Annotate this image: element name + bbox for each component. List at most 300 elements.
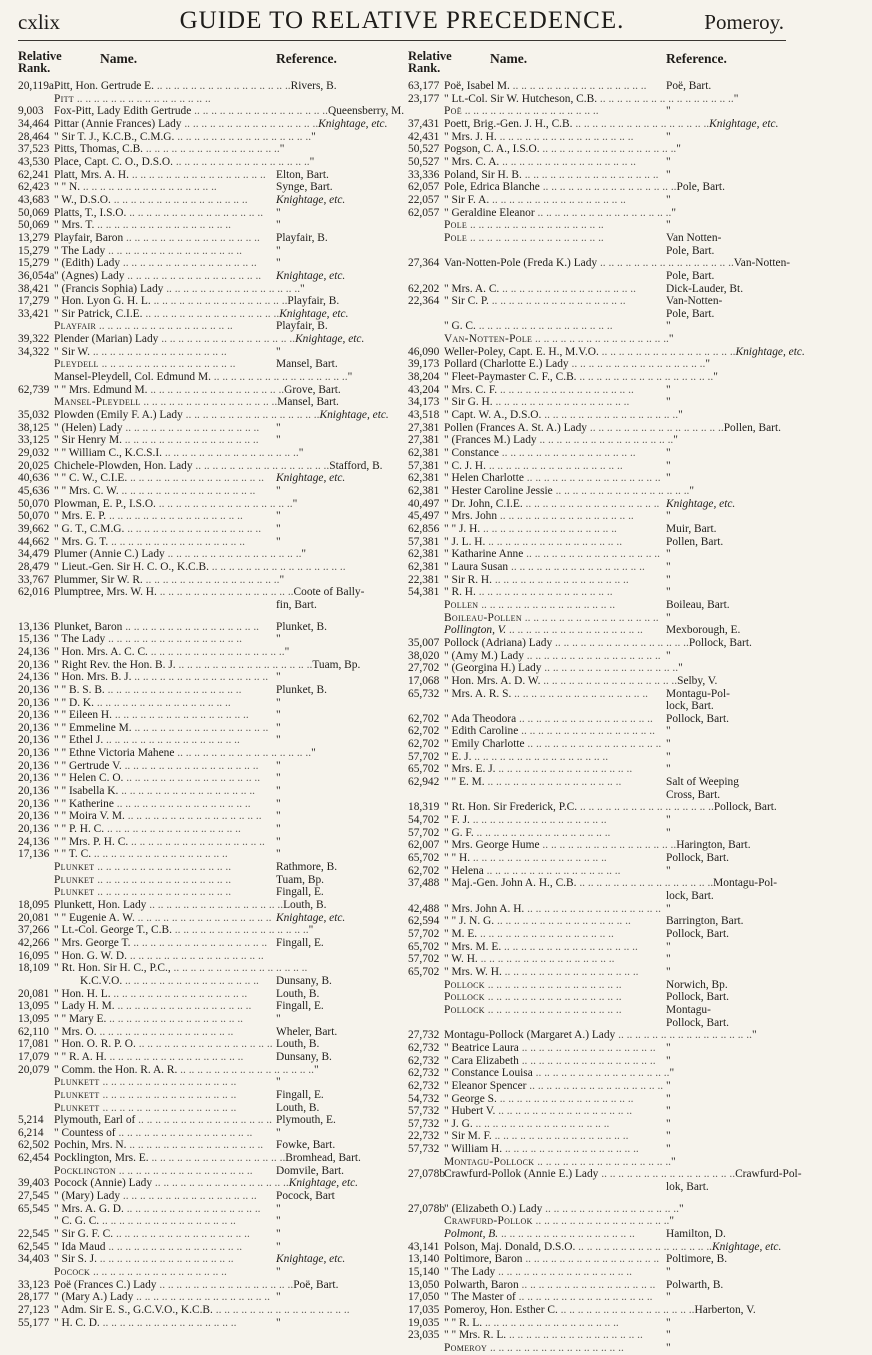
relative-rank: 50,069 — [18, 219, 50, 232]
entry-name — [444, 93, 734, 106]
column-header — [18, 50, 396, 78]
entry-row — [18, 697, 396, 710]
entry-name-text: " Helena — [444, 864, 484, 877]
relative-rank: 15,279 — [18, 244, 50, 257]
entry-reference: " — [666, 1316, 671, 1329]
entry-row — [18, 460, 396, 473]
entry-name — [444, 1029, 752, 1042]
entry-name — [54, 697, 276, 710]
leader-dots: .. .. .. .. .. .. .. .. .. .. .. .. .. .. .. .. — [485, 535, 623, 548]
entry-reference: " — [666, 219, 671, 232]
relative-rank: 20,119a — [18, 80, 54, 92]
entry-reference: " — [666, 940, 671, 953]
relative-rank: 23,035 — [408, 1329, 440, 1342]
relative-rank: 15,140 — [408, 1266, 440, 1279]
entry-name-text: " M. E. — [444, 927, 478, 940]
entry-reference: " — [347, 371, 353, 384]
entry-name — [444, 953, 666, 966]
relative-rank: 20,136 — [18, 823, 50, 836]
leader-dots: .. .. .. .. .. .. .. .. .. .. .. .. .. .. .. .. — [127, 472, 264, 485]
entry-reference: " — [666, 1329, 671, 1342]
entry-name — [54, 1064, 314, 1077]
leader-dots: .. .. .. .. .. .. .. .. .. .. .. .. .. .. .. .. — [98, 358, 236, 371]
entry-name-text: " Mrs. A. C. — [444, 282, 500, 295]
entry-name-text: " " Mrs. P. H. C. — [54, 835, 129, 848]
entry-name — [54, 1038, 276, 1051]
leader-dots: .. .. .. .. .. .. .. .. .. .. .. .. .. .. .. .. — [94, 861, 232, 874]
entry-name-text: Chichele-Plowden, Hon. Lady — [54, 459, 193, 472]
leader-dots: .. .. .. .. .. .. .. .. .. .. .. .. .. .. .. .. — [467, 219, 604, 232]
entry-name-text: Polson, Maj. Donald, D.S.O. — [444, 1240, 576, 1253]
entry-name — [54, 810, 276, 823]
entry-row — [408, 1004, 786, 1017]
relative-rank: 27,364 — [408, 257, 440, 270]
relative-rank: 13,140 — [408, 1253, 440, 1266]
entry-row — [18, 1279, 396, 1292]
entry-name — [444, 1105, 666, 1118]
entry-name-text: " (Mary) Lady — [54, 1190, 121, 1203]
entry-row — [18, 912, 396, 925]
leader-dots: .. .. .. .. .. .. .. .. .. .. .. .. .. .. .. .. — [518, 1054, 656, 1067]
relative-rank: 57,702 — [408, 927, 440, 940]
entry-name-text: Pleydell — [54, 358, 99, 371]
leader-dots: .. .. .. .. .. .. .. .. .. .. .. .. .. .. .. .. — [135, 1038, 273, 1051]
entry-name-text: Plumer (Annie C.) Lady — [54, 548, 165, 561]
entry-name — [54, 772, 276, 785]
relative-rank: 34,173 — [408, 396, 440, 409]
relative-rank: 34,464 — [18, 117, 50, 130]
entry-reference: " — [276, 1291, 281, 1304]
entry-row — [408, 1215, 786, 1228]
entry-name — [54, 536, 276, 549]
entry-reference: " — [666, 750, 671, 763]
entry-row — [408, 915, 786, 928]
entry-reference: Louth, B. — [276, 1101, 320, 1114]
entry-row — [18, 760, 396, 773]
entry-row — [18, 836, 396, 849]
leader-dots: .. .. .. .. .. .. .. .. .. .. .. .. .. .. .. .. — [506, 624, 643, 637]
leader-dots: .. .. .. .. .. .. .. .. .. .. .. .. .. .. .. .. — [147, 645, 285, 658]
entry-row — [408, 1156, 786, 1169]
leader-dots: .. .. .. .. .. .. .. .. .. .. .. .. .. .. .. .. — [181, 117, 319, 130]
entry-name — [444, 257, 734, 270]
relative-rank: 33,336 — [408, 168, 440, 181]
entry-row — [18, 1228, 396, 1241]
entry-name — [444, 536, 666, 549]
entry-row — [18, 1241, 396, 1254]
relative-rank: 33,125 — [18, 434, 50, 447]
entry-name-text: " " J. N. G. — [444, 915, 495, 928]
relative-rank: 65,732 — [408, 687, 440, 700]
entry-name — [54, 836, 276, 849]
entry-row — [18, 1051, 396, 1064]
entry-name-text: Plunkett, Hon. Lady — [54, 899, 147, 911]
relative-rank: 62,381 — [408, 485, 440, 497]
leader-dots: .. .. .. .. .. .. .. .. .. .. .. .. .. .. .. .. — [541, 409, 679, 422]
entry-reference: Knightage, etc. — [735, 345, 805, 358]
leader-dots: .. .. .. .. .. .. .. .. .. .. .. .. .. .. .. .. — [162, 447, 299, 460]
entry-name-text: Platts, T., I.S.O. — [54, 206, 127, 219]
relative-rank: 24,136 — [18, 671, 50, 684]
entry-row — [408, 143, 786, 156]
entry-name — [54, 785, 276, 798]
entry-row — [18, 1089, 396, 1102]
entry-name — [54, 574, 279, 587]
entry-row — [18, 722, 396, 735]
leader-dots: .. .. .. .. .. .. .. .. .. .. .. .. .. .. .. .. — [577, 801, 714, 814]
entry-name-text: " Cara Elizabeth — [444, 1054, 519, 1067]
relative-rank: 16,095 — [18, 949, 50, 962]
entry-reference: " — [689, 485, 695, 497]
leader-dots: .. .. .. .. .. .. .. .. .. .. .. .. .. .. .. .. — [212, 1304, 350, 1316]
entry-reference: " — [276, 823, 281, 836]
entry-name-text: Pollard (Charlotte E.) Lady — [444, 358, 569, 371]
leader-dots: .. .. .. .. .. .. .. .. .. .. .. .. .. .. .. .. — [492, 573, 629, 586]
leader-dots: .. .. .. .. .. .. .. .. .. .. .. .. .. .. .. .. — [122, 620, 260, 633]
entry-row — [408, 738, 786, 751]
leader-dots: .. .. .. .. .. .. .. .. .. .. .. .. .. .. .. .. — [542, 1202, 679, 1215]
leader-dots: .. .. .. .. .. .. .. .. .. .. .. .. .. .. .. .. — [499, 282, 636, 295]
entry-reference: Domvile, Bart. — [276, 1164, 345, 1177]
entry-row — [408, 257, 791, 270]
leader-dots: .. .. .. .. .. .. .. .. .. .. .. .. .. .. .. .. — [96, 1253, 234, 1266]
entry-reference: " — [276, 1266, 281, 1279]
leader-dots: .. .. .. .. .. .. .. .. .. .. .. .. .. .. .. .. — [539, 181, 677, 194]
entry-row — [408, 890, 786, 903]
entry-row — [408, 169, 786, 182]
entry-row — [408, 979, 786, 992]
leader-dots: .. .. .. .. .. .. .. .. .. .. .. .. .. .. .. .. — [121, 434, 259, 447]
entry-row — [18, 131, 396, 144]
relative-rank: 13,136 — [18, 620, 50, 633]
entry-row — [18, 498, 396, 511]
entry-name-text: " " E. M. — [444, 776, 485, 789]
entry-name-text: " Hon. Mrs. A. C. C. — [54, 645, 148, 658]
entry-name — [444, 599, 666, 612]
entry-reference: " — [276, 721, 281, 734]
relative-rank: 57,702 — [408, 750, 440, 763]
entry-row — [18, 1253, 396, 1266]
leader-dots: .. .. .. .. .. .. .. .. .. .. .. .. .. .. .. .. — [541, 662, 679, 675]
entry-name-text: Pitts, Thomas, C.B. — [54, 143, 144, 156]
relative-rank: 39,322 — [18, 333, 50, 346]
entry-name-text: " Sir G. H. — [444, 396, 493, 409]
entry-name-text: Plunket — [54, 886, 95, 899]
entry-name — [54, 143, 280, 156]
relative-rank: 17,081 — [18, 1038, 50, 1051]
entry-reference: " — [666, 560, 671, 573]
entry-name-text: Plunket — [54, 873, 95, 886]
entry-reference: " — [276, 257, 281, 270]
leader-dots: .. .. .. .. .. .. .. .. .. .. .. .. .. .. .. .. — [532, 1215, 670, 1228]
entry-row — [408, 320, 786, 333]
leader-dots: .. .. .. .. .. .. .. .. .. .. .. .. .. .. .. .. — [495, 1266, 632, 1279]
entry-name — [54, 1114, 276, 1127]
entry-name-text: " Sir M. F. — [444, 1130, 492, 1143]
leader-dots: .. .. .. .. .. .. .. .. .. .. .. .. .. .. .. .. — [552, 636, 689, 649]
entry-name-text: " Sir C. P. — [444, 295, 489, 308]
leader-dots: .. .. .. .. .. .. .. .. .. .. .. .. .. .. .. .. — [484, 776, 622, 789]
entry-row — [408, 650, 786, 663]
entry-name — [444, 725, 666, 738]
entry-name-text: " Sir G. F. C. — [54, 1228, 114, 1241]
entry-row — [408, 345, 805, 359]
entry-name-text: " Mrs. T. — [54, 219, 95, 232]
entry-row — [18, 621, 396, 634]
relative-rank: 40,497 — [408, 497, 440, 510]
entry-reference: " — [666, 155, 671, 168]
leader-dots: .. .. .. .. .. .. .. .. .. .. .. .. .. .. .. .. — [110, 193, 248, 206]
entry-name-text: " Mrs. E. P. — [54, 510, 107, 523]
relative-rank: 34,479 — [18, 548, 50, 561]
entry-reference: Pollen, Bart. — [723, 421, 781, 434]
entry-name — [54, 848, 276, 861]
entry-name — [54, 384, 284, 397]
entry-name-text: Poltimore, Baron — [444, 1253, 523, 1266]
entry-name — [444, 776, 666, 789]
entry-row — [18, 434, 396, 447]
entry-row — [18, 798, 396, 811]
leader-dots: .. .. .. .. .. .. .. .. .. .. .. .. .. .. .. .. — [124, 269, 262, 282]
leader-dots: .. .. .. .. .. .. .. .. .. .. .. .. .. .. .. .. — [99, 1316, 237, 1329]
entry-reference: Harington, Bart. — [676, 839, 751, 852]
entry-reference: " — [284, 645, 290, 658]
leader-dots: .. .. .. .. .. .. .. .. .. .. .. .. .. .. .. .. — [511, 687, 649, 700]
entry-row — [408, 434, 786, 447]
relative-rank: 20,136 — [18, 721, 50, 734]
leader-dots: .. .. .. .. .. .. .. .. .. .. .. .. .. .. .. .. — [99, 1088, 237, 1101]
entry-reference: Louth, B. — [283, 899, 327, 911]
entry-reference: " — [666, 725, 671, 738]
leader-dots: .. .. .. .. .. .. .. .. .. .. .. .. .. .. .. .. — [124, 810, 262, 823]
entry-name-text: " Sir W. — [54, 345, 90, 358]
relative-rank: 24,136 — [18, 835, 50, 848]
leader-dots: .. .. .. .. .. .. .. .. .. .. .. .. .. .. .. .. — [89, 345, 227, 358]
entry-name-text: " " William C., K.C.S.I. — [54, 447, 162, 460]
leader-dots: .. .. .. .. .. .. .. .. .. .. .. .. .. .. .. .. — [112, 709, 249, 722]
entry-row — [408, 485, 786, 498]
entry-row — [408, 510, 786, 523]
leader-dots: .. .. .. .. .. .. .. .. .. .. .. .. .. .. .. .. — [80, 181, 217, 194]
entry-reference: " — [276, 522, 281, 535]
entry-name — [54, 434, 276, 447]
entry-name — [54, 886, 276, 899]
entry-name-text: " (Georgina H.) Lady — [444, 662, 542, 675]
leader-dots: .. .. .. .. .. .. .. .. .. .. .. .. .. .. .. .. — [488, 295, 626, 308]
entry-row — [18, 1139, 396, 1152]
entry-name — [444, 510, 666, 523]
entry-row — [408, 865, 786, 878]
entry-reference: " — [276, 1202, 281, 1215]
entry-reference: " — [279, 143, 285, 156]
entry-name-text: " Countess of — [54, 1126, 116, 1139]
leader-dots: .. .. .. .. .. .. .. .. .. .. .. .. .. .. .. .. — [96, 320, 233, 333]
entry-name — [54, 722, 276, 735]
entry-name — [54, 371, 348, 384]
relative-rank: 42,488 — [408, 902, 440, 915]
entry-name-text: " George S. — [444, 1092, 497, 1105]
entry-name — [444, 1067, 669, 1080]
entry-reference: " — [276, 510, 281, 523]
entry-name — [444, 498, 666, 511]
entry-name — [444, 1253, 666, 1266]
entry-reference: " — [276, 633, 281, 646]
leader-dots: .. .. .. .. .. .. .. .. .. .. .. .. .. .. .. .. — [515, 1291, 653, 1304]
entry-name-text: Pochin, Mrs. N. — [54, 1139, 127, 1152]
leader-dots: .. .. .. .. .. .. .. .. .. .. .. .. .. .. .. .. — [498, 447, 636, 460]
entry-name-text: " Sir T. J., K.C.B., C.M.G. — [54, 130, 175, 143]
entry-reference: Pole, Bart. — [666, 244, 715, 257]
entry-name — [444, 346, 736, 359]
entry-name-text: " Constance — [444, 447, 499, 460]
entry-row — [18, 1114, 396, 1127]
entry-name-text: " Sir R. H. — [444, 573, 493, 586]
relative-rank: 37,266 — [18, 924, 50, 937]
leader-dots: .. .. .. .. .. .. .. .. .. .. .. .. .. .. .. .. — [484, 991, 622, 1004]
entry-name-text: " Hester Caroline Jessie — [444, 485, 553, 497]
entry-reference: " — [276, 810, 281, 823]
entry-name-text: " " Isabella K. — [54, 785, 119, 798]
entry-reference: Pollock, Bart. — [666, 991, 729, 1004]
entry-row — [408, 270, 786, 283]
entry-reference: Selby, V. — [677, 674, 718, 687]
entry-name-text: " G. T., C.M.G. — [54, 522, 125, 535]
entry-name — [54, 283, 300, 296]
leader-dots: .. .. .. .. .. .. .. .. .. .. .. .. .. .. .. .. — [192, 459, 330, 472]
leader-dots: .. .. .. .. .. .. .. .. .. .. .. .. .. .. .. .. — [105, 1240, 243, 1253]
entry-reference: " — [666, 1092, 671, 1105]
leader-dots: .. .. .. .. .. .. .. .. .. .. .. .. .. .. .. .. — [568, 358, 706, 371]
relative-rank: 62,381 — [408, 472, 440, 485]
entry-reference: lock, Bart. — [666, 890, 714, 902]
relative-rank: 20,136 — [18, 696, 50, 709]
relative-rank: 20,136 — [18, 734, 50, 747]
entry-reference: Pollock, Bart. — [666, 927, 729, 940]
leader-dots: .. .. .. .. .. .. .. .. .. .. .. .. .. .. .. .. — [518, 1278, 656, 1291]
relative-rank: 28,479 — [18, 560, 50, 573]
entry-name-text: Pitt, Hon. Gertrude E. — [54, 80, 154, 92]
leader-dots: .. .. .. .. .. .. .. .. .. .. .. .. .. .. .. .. — [508, 560, 645, 573]
relative-rank: 62,732 — [408, 1079, 440, 1092]
entry-row — [18, 810, 396, 823]
entry-reference: " — [666, 105, 671, 118]
entry-name — [54, 194, 276, 207]
relative-rank: 20,136 — [18, 747, 50, 760]
entry-name — [444, 1055, 666, 1068]
relative-rank: 20,136 — [18, 797, 50, 810]
relative-rank: 20,025 — [18, 459, 50, 472]
entry-name-text: " Sir Patrick, C.I.E. — [54, 307, 143, 320]
leader-dots: .. .. .. .. .. .. .. .. .. .. .. .. .. .. .. .. — [484, 978, 622, 991]
relative-rank: 27,702 — [408, 662, 440, 675]
entry-list — [18, 80, 405, 1329]
relative-rank: 62,732 — [408, 1054, 440, 1067]
entry-row — [408, 422, 786, 435]
leader-dots: .. .. .. .. .. .. .. .. .. .. .. .. .. .. .. .. — [156, 586, 294, 599]
leader-dots: .. .. .. .. .. .. .. .. .. .. .. .. .. .. .. .. — [118, 785, 256, 798]
entry-row — [18, 646, 396, 659]
leader-dots: .. .. .. .. .. .. .. .. .. .. .. .. .. .. .. .. — [123, 1202, 261, 1215]
leader-dots: .. .. .. .. .. .. .. .. .. .. .. .. .. .. .. .. — [478, 598, 616, 611]
entry-name — [444, 561, 666, 574]
relative-rank: 62,502 — [18, 1139, 50, 1152]
entry-row — [18, 561, 396, 574]
relative-rank: 65,702 — [408, 965, 440, 978]
relative-rank: 17,068 — [408, 674, 440, 687]
entry-row — [408, 1253, 786, 1266]
entry-reference: Queensberry, M. — [328, 105, 405, 118]
entry-reference: " — [311, 747, 316, 760]
entry-name-text: " Maj.-Gen. John A. H., C.B. — [444, 877, 577, 890]
entry-name-text: Pomeroy, Hon. Esther C. — [444, 1304, 558, 1316]
leader-dots: .. .. .. .. .. .. .. .. .. .. .. .. .. .. .. .. — [172, 155, 310, 168]
entry-reference: " — [678, 1202, 684, 1215]
entry-name-text: " (Mary A.) Lady — [54, 1291, 134, 1304]
entry-row — [18, 472, 396, 485]
entry-row — [18, 684, 396, 697]
entry-reference: Knightage, etc. — [276, 1253, 346, 1266]
entry-name — [54, 118, 318, 131]
entry-row — [18, 523, 396, 536]
relative-rank: 9,003 — [18, 105, 44, 118]
entry-reference: Knightage, etc. — [276, 269, 346, 282]
entry-name-text: Poë — [444, 105, 462, 118]
relative-rank: 22,381 — [408, 573, 440, 586]
entry-row — [408, 1181, 786, 1194]
relative-rank: 62,381 — [408, 447, 440, 460]
entry-row — [408, 447, 786, 460]
entry-name-text: " (Frances M.) Lady — [444, 434, 537, 447]
entry-name-text: " " R. L. — [444, 1316, 483, 1329]
entry-name-text: " " J. H. — [444, 522, 481, 535]
entry-name — [54, 1076, 276, 1089]
entry-row — [18, 105, 405, 118]
entry-name-text: Plunket, Baron — [54, 620, 123, 633]
entry-row — [408, 814, 786, 827]
leader-dots: .. .. .. .. .. .. .. .. .. .. .. .. .. .. .. .. — [106, 1012, 244, 1025]
entry-row — [408, 586, 786, 599]
relative-rank: 27,381 — [408, 421, 440, 434]
entry-reference: " — [276, 244, 281, 257]
entry-name-text: Plunket — [54, 861, 95, 874]
entry-name — [444, 827, 666, 840]
entry-reference: " — [308, 924, 314, 937]
entry-row — [18, 548, 396, 561]
relative-rank: 34,322 — [18, 345, 50, 358]
entry-name — [54, 270, 276, 283]
relative-rank: 57,702 — [408, 826, 440, 839]
entry-name-text: " (Agnes) Lady — [54, 269, 125, 282]
entry-reference: Muir, Bart. — [666, 522, 717, 535]
relative-rank: 18,109 — [18, 962, 50, 975]
leader-dots: .. .. .. .. .. .. .. .. .. .. .. .. .. .. .. .. — [521, 611, 659, 624]
entry-name-text: " Lt.-Col. Sir W. Hutcheson, C.B. — [444, 92, 598, 105]
entry-name — [54, 1051, 276, 1064]
entry-name — [54, 219, 276, 232]
relative-rank: 65,702 — [408, 852, 440, 865]
leader-dots: .. .. .. .. .. .. .. .. .. .. .. .. .. .. .. .. — [475, 586, 613, 599]
leader-dots: .. .. .. .. .. .. .. .. .. .. .. .. .. .. .. .. — [142, 573, 280, 586]
entry-row — [408, 599, 786, 612]
entry-name — [444, 333, 669, 346]
entry-name — [54, 1317, 276, 1330]
entry-name-text: " " Mrs. Edmund M. — [54, 383, 148, 396]
entry-name-text: " " N. — [54, 181, 81, 194]
leader-dots: .. .. .. .. .. .. .. .. .. .. .. .. .. .. .. .. — [518, 1041, 656, 1054]
relative-rank: 39,403 — [18, 1177, 50, 1190]
entry-name-text: " Mrs. J. H. — [444, 130, 497, 143]
entry-name — [54, 1291, 276, 1304]
